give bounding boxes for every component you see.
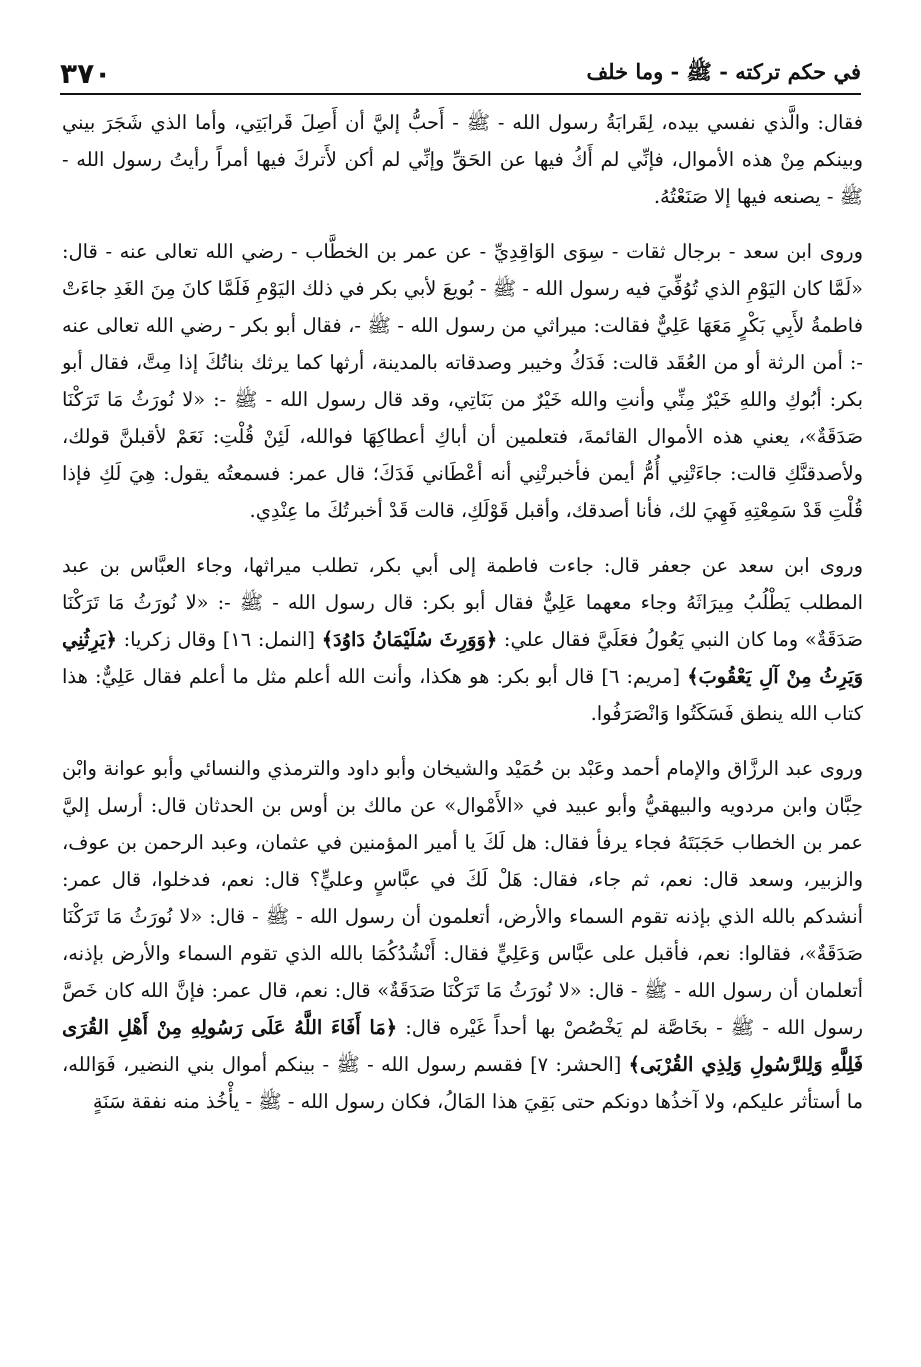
text-segment: وروى ابن سعد عن جعفر قال: جاءت فاطمة إلى أبي بكر، تطلب ميراثها، وجاء العبَّاس بن عبد المطلب يَطْلُبُ مِيرَاثَهُ وجاء معهما عَلِيٌّ فقال أبو بكر: قال رسول الله - ﷺ -: «لا نُورَثُ مَا تَرَكْنَا صَدَقَةٌ» وما كان النبي يَعُولُ فعَلَيَّ فقال علي: [62,554,864,651]
quran-verse: ﴿وَوَرِثَ سُلَيْمَانُ دَاوُدَ﴾ [321,628,498,651]
paragraph [62,233,863,529]
page-body [62,104,863,1138]
page-number: ٣٧٠ [60,57,112,90]
text-segment: وروى ابن سعد - برجال ثقات - سِوَى الوَاقِدِيِّ - عن عمر بن الخطَّاب - رضي الله تعالى عنه - قال: «لَمَّا كان اليَوْمِ الذي تُوُفِّيَ فيه رسول الله - ﷺ - بُويعَ لأبي بكر في ذلك اليَوْمِ فَلَمَّا كانَ مِنَ الغَدِ جاءَتْ فاطمةُ لأَبِي بَكْرٍ مَعَهَا عَلِيٌّ فقالت: ميراثي من رسول الله - ﷺ -، فقال أبو بكر - رضي الله تعالى عنه -: أمن الرثة أو من العُقَد قالت: فَدَكُ وخيبر وصدقاته بالمدينة، أرثها كما يرثك بناتُكَ إذا مِتَّ، فقال أبو بكر: أبُوكِ واللهِ خَيْرٌ مِنِّي وأنتِ والله خَيْرٌ من بَنَاتِي، وقد قال رسول الله - ﷺ -: «لا نُورَثُ مَا تَرَكْنَا صَدَقَةٌ»، يعني هذه الأموال القائمةَ، فتعلمين أن أباكِ أعطاكِهَا فوالله، لَئِنْ قُلْتِ: نَعَمْ لأقبلنَّ قولك، ولأصدقنَّكِ قالت: جاءَتْنِي أُمُّ أيمن فأخبرتْنِي أنه أعْطَاني فَدَكَ؛ قال عمر: فسمعتُه يقول: هِيَ لَكِ فإذا قُلْتِ قَدْ سَمِعْتِهِ فَهِيَ لك، فأنا أصدقك، وأقبل قَوْلَكِ، قالت قَدْ أخبرتُكَ ما عِنْدِي. [62,240,863,522]
paragraph [62,547,863,732]
text-segment: [مريم: ٦] قال أبو بكر: هو هكذا، وأنت الله أعلم مثل ما أعلم فقال عَلِيٌّ: هذا كتاب الله ينطق فَسَكَتُوا وَانْصَرَفُوا. [62,665,863,725]
text-segment: [النمل: ١٦] وقال زكريا: [116,628,322,651]
quran-verse: ﴿مَا أَفَاءَ اللَّهُ عَلَى رَسُولِهِ مِنْ أَهْلِ القُرَى فَلِلَّهِ وَلِلرَّسُولِ وَلِذِي القُرْبَى﴾ [62,1016,863,1076]
text-segment: [الحشر: ٧] فقسم رسول الله - ﷺ - بينكم أموال بني النضير، فَوَالله، ما أستأثر عليكم، ولا آخذُها دونكم حتى بَقِيَ هذا المَالُ، فكان رسول الله - ﷺ - يأْخُذ منه نفقة سَنَةٍ [62,1053,863,1113]
paragraph [62,104,863,215]
quran-verse: ﴿يَرِثُنِي وَيَرِثُ مِنْ آلِ يَعْقُوبَ﴾ [62,628,863,688]
text-segment: فقال: والَّذي نفسي بيده، لِقَرابَةُ رسول الله - ﷺ - أَحبُّ إليَّ أن أَصِلَ قَرابَتِي، وأما الذي شَجَرَ بيني وبينكم مِنْ هذه الأموال، فإنِّي لم أَكُ فيها عن الحَقِّ وإنِّي لم أكن لأَتركَ فيها أمراً رأيتُ رسول الله - ﷺ - يصنعه فيها إلا صَنَعْتُهُ. [62,111,863,208]
paragraph [62,750,863,1120]
page-header [60,40,861,90]
text-segment: وروى عبد الرزَّاق والإمام أحمد وعَبْد بن حُمَيْد والشيخان وأبو داود والترمذي والنسائي وأبو عوانة وابْن حِبَّان وابن مردويه والبيهقيُّ وأبو عبيد في «الأَمْوال» عن مالك بن أوس بن الحدثان قال: أرسل إليَّ عمر بن الخطاب حَجَبَتَهُ فجاء يرفأ فقال: هل لَكَ يا أمير المؤمنين في عثمان، وعبد الرحمن بن عوف، والزبير، وسعد قال: نعم، ثم جاء، فقال: هَلْ لَكَ في عبَّاسٍ وعليٍّ؟ قال: نعم، فدخلوا، قال عمر: أنشدكم بالله الذي بإذنه تقوم السماء والأرض، أتعلمون أن رسول الله - ﷺ - قال: «لا نُورَثُ مَا تَرَكْنَا صَدَقَةٌ»، فقالوا: نعم، فأقبل على عبَّاس وَعَلِيٍّ فقال: أَنْشُدُكُمَا بالله الذي تقوم السماء والأرض بإذنه، أتعلمان أن رسول الله - ﷺ - قال: «لا نُورَثُ مَا تَرَكْنَا صَدَقَةٌ» قال: نعم، قال عمر: فإنَّ الله كان خَصَّ رسول الله - ﷺ - بخَاصَّة لم يَخْصُصْ بها أحداً غَيْره قال: [62,757,863,1039]
running-title: في حكم تركته - ﷺ - وما خلف [586,59,861,84]
header-rule [60,93,861,95]
